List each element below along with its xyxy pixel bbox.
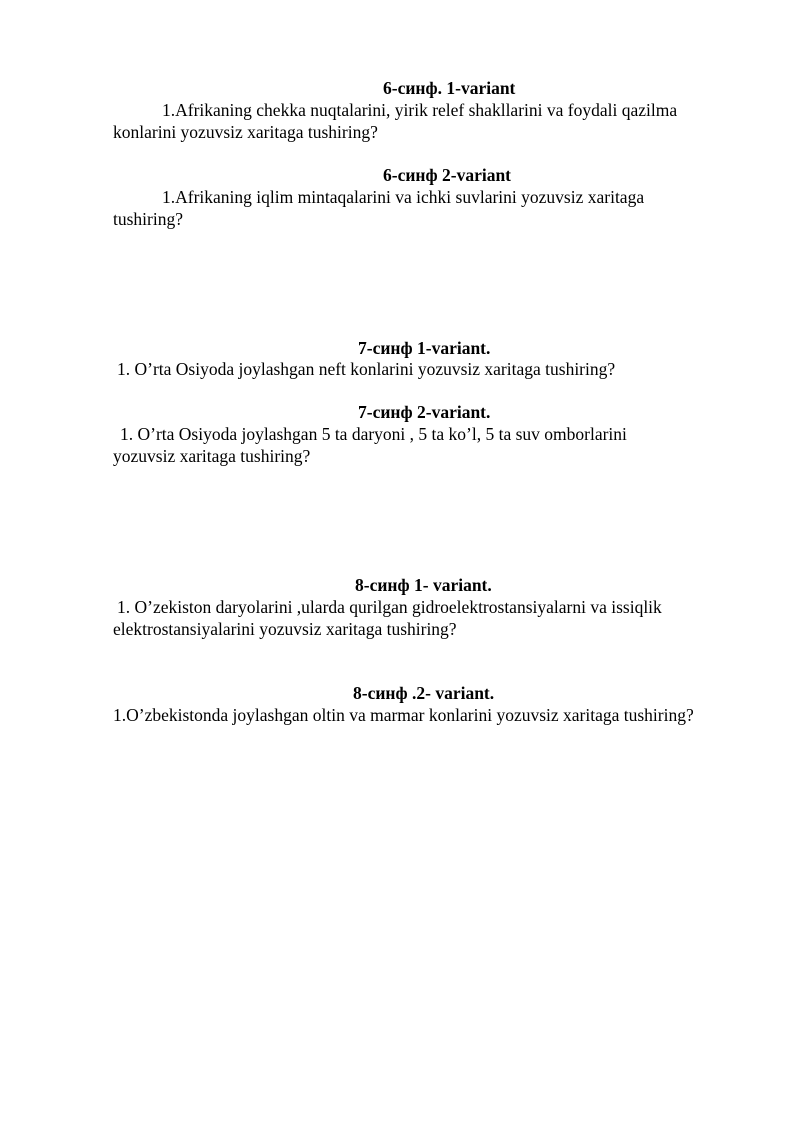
question-8-2-line-1: 1.O’zbekistonda joylashgan oltin va marmar konlarini yozuvsiz xaritaga tushiring? bbox=[113, 705, 694, 725]
question-7-1-line-1: 1. O’rta Osiyoda joylashgan neft konlarini yozuvsiz xaritaga tushiring? bbox=[117, 359, 616, 379]
section-title-8-1: 8-синф 1- variant. bbox=[355, 575, 492, 595]
section-title-7-1: 7-синф 1-variant. bbox=[358, 338, 491, 358]
section-title-6-2: 6-синф 2-variant bbox=[383, 165, 512, 185]
section-title-6-1: 6-синф. 1-variant bbox=[383, 78, 516, 98]
question-6-1-line-1: 1.Afrikaning chekka nuqtalarini, yirik relef shakllarini va foydali qazilma bbox=[162, 100, 678, 120]
question-6-2-line-2: tushiring? bbox=[113, 209, 183, 229]
question-7-2-line-2: yozuvsiz xaritaga tushiring? bbox=[113, 446, 311, 466]
question-8-1-line-2: elektrostansiyalarini yozuvsiz xaritaga tushiring? bbox=[113, 619, 457, 639]
question-7-2-line-1: 1. O’rta Osiyoda joylashgan 5 ta daryoni , 5 ta ko’l, 5 ta suv omborlarini bbox=[120, 424, 627, 444]
question-6-1-line-2: konlarini yozuvsiz xaritaga tushiring? bbox=[113, 122, 378, 142]
section-title-8-2: 8-синф .2- variant. bbox=[353, 683, 495, 703]
section-title-7-2: 7-синф 2-variant. bbox=[358, 402, 491, 422]
question-8-1-line-1: 1. O’zekiston daryolarini ,ularda qurilgan gidroelektrostansiyalarni va issiqlik bbox=[117, 597, 662, 617]
question-6-2-line-1: 1.Afrikaning iqlim mintaqalarini va ichki suvlarini yozuvsiz xaritaga bbox=[162, 187, 645, 207]
